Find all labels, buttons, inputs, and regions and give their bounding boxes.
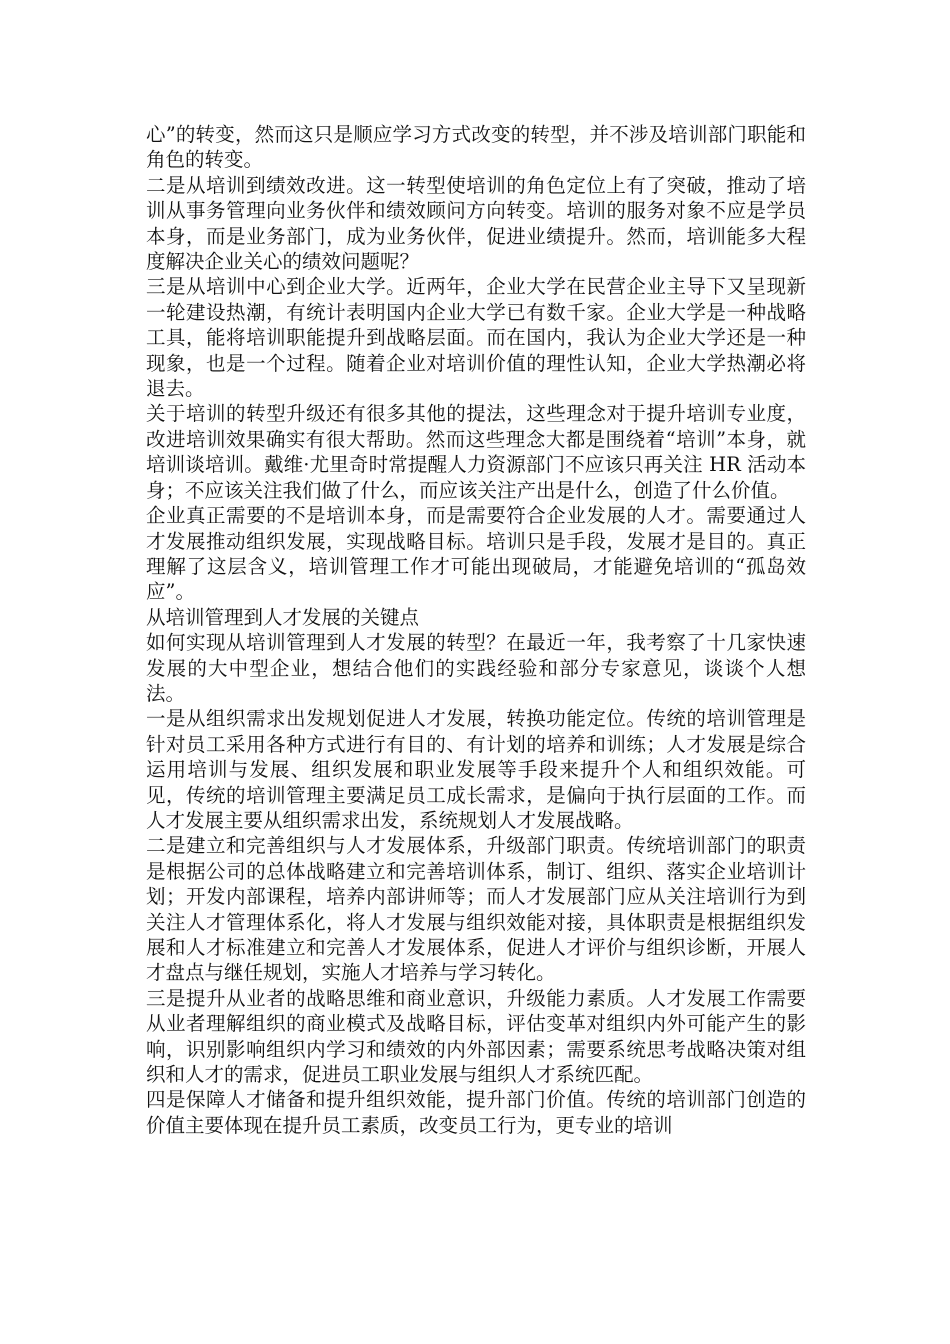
paragraph: 一是从组织需求出发规划促进人才发展，转换功能定位。传统的培训管理是针对员工采用各种方式进行有目的、有计划的培养和训练；人才发展是综合运用培训与发展、组织发展和职业发展等手段来提升个人和组织效能。可见，传统的培训管理主要满足员工成长需求，是偏向于执行层面的工作。而人才发展主要从组织需求出发，系统规划人才发展战略。 [146, 707, 806, 832]
section-heading: 从培训管理到人才发展的关键点 [146, 605, 420, 629]
paragraph: 二是从培训到绩效改进。这一转型使培训的角色定位上有了突破，推动了培训从事务管理向业务伙伴和绩效顾问方向转变。培训的服务对象不应是学员本身，而是业务部门，成为业务伙伴，促进业绩提升。然而，培训能多大程度解决企业关心的绩效问题呢？ [146, 173, 806, 274]
paragraph: 如何实现从培训管理到人才发展的转型？在最近一年，我考察了十几家快速发展的大中型企业，想结合他们的实践经验和部分专家意见，谈谈个人想法。 [146, 631, 806, 705]
document-page [146, 122, 806, 1138]
paragraph: 三是提升从业者的战略思维和商业意识，升级能力素质。人才发展工作需要从业者理解组织的商业模式及战略目标，评估变革对组织内外可能产生的影响，识别影响组织内学习和绩效的内外部因素；需要系统思考战略决策对组织和人才的需求，促进员工职业发展与组织人才系统匹配。 [146, 986, 806, 1087]
paragraph: 二是建立和完善组织与人才发展体系，升级部门职责。传统培训部门的职责是根据公司的总体战略建立和完善培训体系，制订、组织、落实企业培训计划；开发内部课程，培养内部讲师等；而人才发展部门应从关注培训行为到关注人才管理体系化，将人才发展与组织效能对接，具体职责是根据组织发展和人才标准建立和完善人才发展体系，促进人才评价与组织诊断，开展人才盘点与继任规划，实施人才培养与学习转化。 [146, 834, 806, 985]
paragraph: 四是保障人才储备和提升组织效能，提升部门价值。传统的培训部门创造的价值主要体现在提升员工素质，改变员工行为，更专业的培训 [146, 1088, 806, 1137]
paragraph: 关于培训的转型升级还有很多其他的提法，这些理念对于提升培训专业度，改进培训效果确实有很大帮助。然而这些理念大都是围绕着“培训”本身，就培训谈培训。戴维·尤里奇时常提醒人力资源部门不应该只再关注 HR 活动本身；不应该关注我们做了什么，而应该关注产出是什么，创造了什么价值。 [146, 402, 806, 502]
paragraph: 心”的转变，然而这只是顺应学习方式改变的转型，并不涉及培训部门职能和角色的转变。 [146, 123, 806, 172]
paragraph: 三是从培训中心到企业大学。近两年，企业大学在民营企业主导下又呈现新一轮建设热潮，有统计表明国内企业大学已有数千家。企业大学是一种战略工具，能将培训职能提升到战略层面。而在国内，我认为企业大学还是一种现象，也是一个过程。随着企业对培训价值的理性认知，企业大学热潮必将退去。 [146, 275, 806, 401]
paragraph: 企业真正需要的不是培训本身，而是需要符合企业发展的人才。需要通过人才发展推动组织发展，实现战略目标。培训只是手段，发展才是目的。真正理解了这层含义，培训管理工作才可能出现破局，才能避免培训的“孤岛效应”。 [146, 504, 806, 604]
